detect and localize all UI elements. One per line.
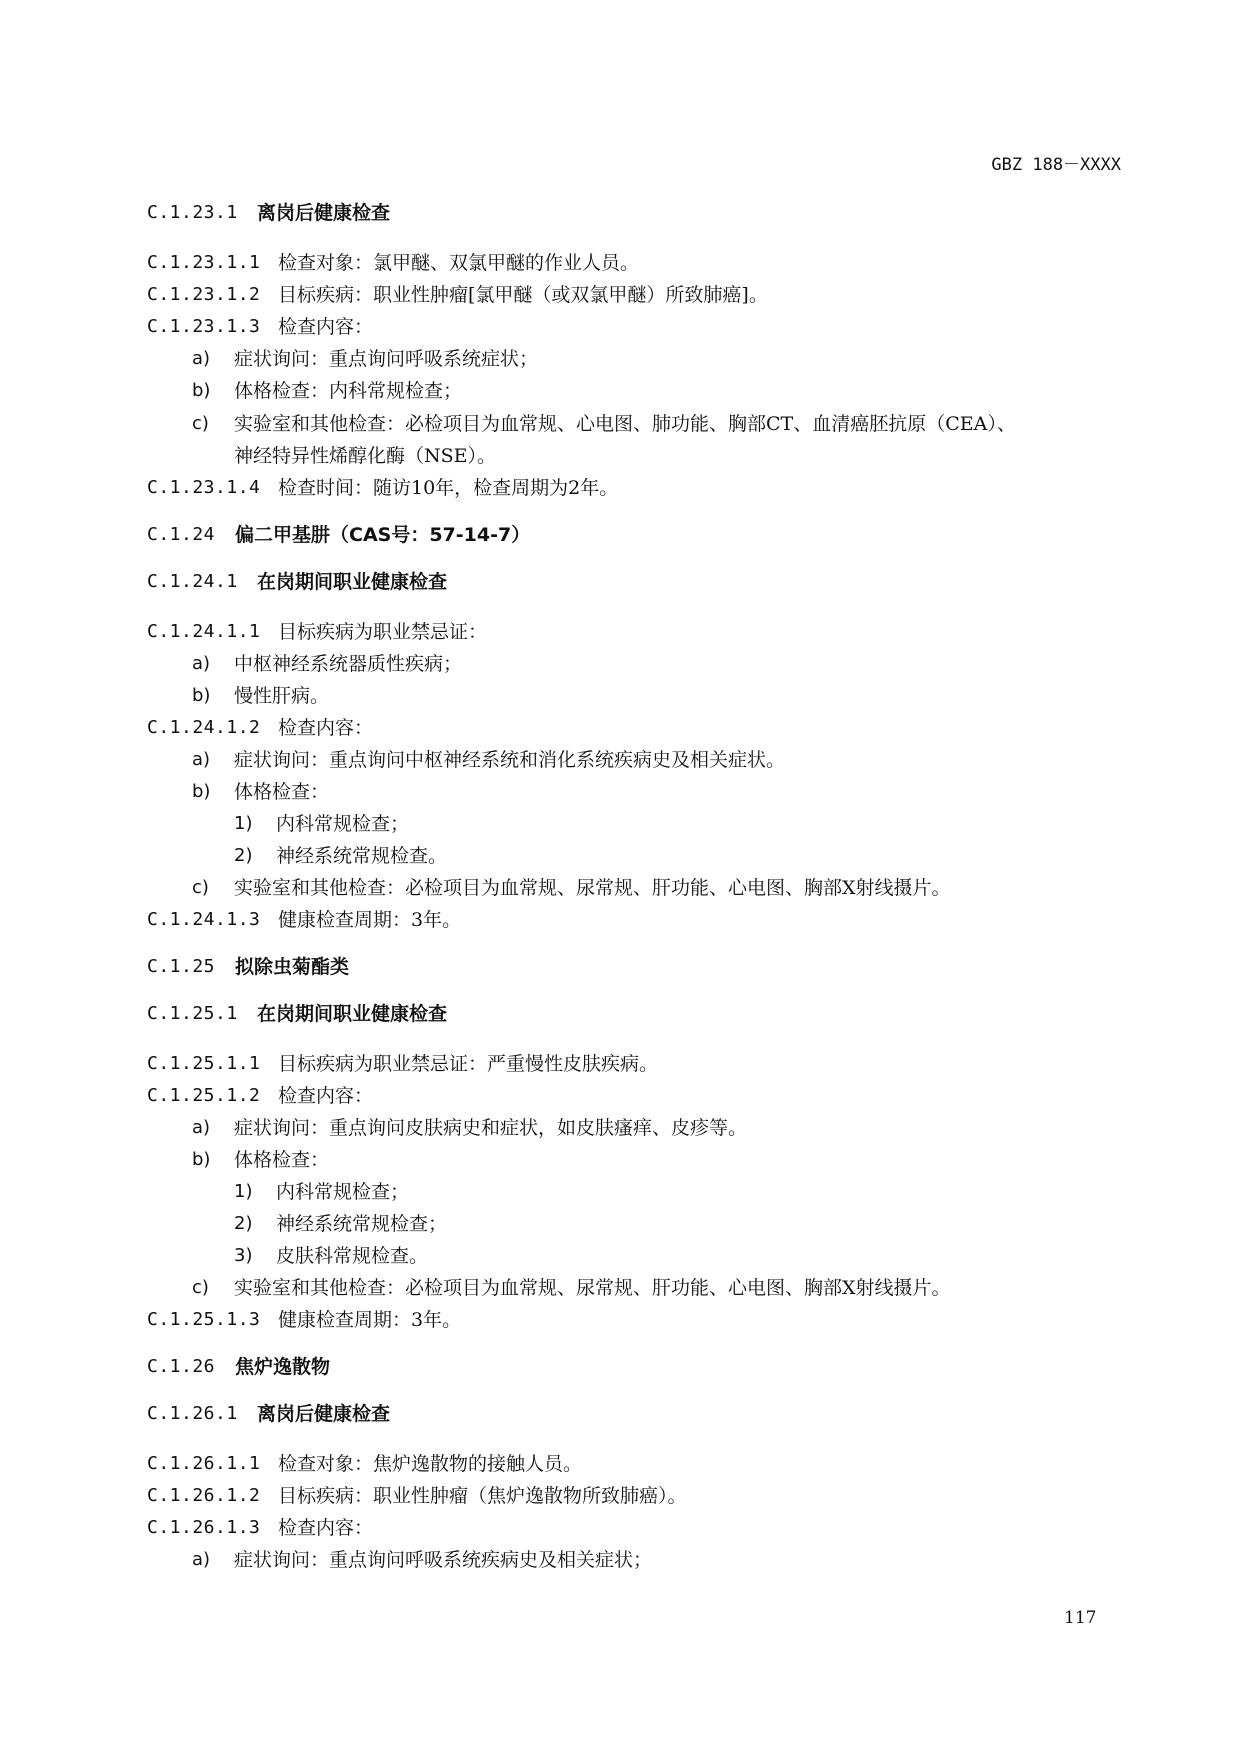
section-number: C.1.24.1 [147, 571, 238, 592]
list-label: a) [192, 1117, 211, 1138]
list-text: 神经特异性烯醇化酶（NSE）。 [234, 445, 497, 467]
clause-text: 健康检查周期：3年。 [278, 909, 462, 931]
list-label: a) [192, 749, 211, 770]
list-label: b) [192, 685, 211, 706]
clause-text: 目标疾病：职业性肿瘤（焦炉逸散物所致肺癌）。 [278, 1485, 687, 1507]
list-text: 体格检查： [234, 781, 330, 803]
list-text: 皮肤科常规检查。 [276, 1245, 429, 1267]
clause-text: 检查时间：随访10年，检查周期为2年。 [278, 477, 619, 499]
clause-text: 检查内容： [278, 717, 374, 739]
list-label: b) [192, 380, 211, 401]
list-text: 症状询问：重点询问中枢神经系统和消化系统疾病史及相关症状。 [234, 749, 786, 771]
list-label: 2) [234, 845, 253, 866]
list-label: c) [192, 413, 209, 434]
list-label: b) [192, 781, 211, 802]
list-text: 内科常规检查； [276, 1181, 410, 1203]
list-label: 3) [234, 1245, 253, 1266]
clause-text: 检查对象：焦炉逸散物的接触人员。 [278, 1453, 583, 1475]
list-text: 神经系统常规检查。 [276, 845, 448, 867]
list-label: a) [192, 1549, 211, 1570]
clause-number: C.1.23.1.2 [147, 284, 261, 305]
list-label: b) [192, 1149, 211, 1170]
list-text: 症状询问：重点询问呼吸系统疾病史及相关症状； [234, 1549, 653, 1571]
clause-number: C.1.25.1.2 [147, 1085, 261, 1106]
list-text: 实验室和其他检查：必检项目为血常规、尿常规、肝功能、心电图、胸部X射线摄片。 [234, 877, 951, 899]
clause-number: C.1.25.1.3 [147, 1309, 261, 1330]
clause-number: C.1.26.1.2 [147, 1485, 261, 1506]
document-code: GBZ 188－XXXX [991, 155, 1121, 175]
list-text: 慢性肝病。 [234, 685, 330, 707]
list-label: 1) [234, 1181, 253, 1202]
section-number: C.1.24 [147, 524, 216, 545]
clause-text: 目标疾病：职业性肿瘤[氯甲醚（或双氯甲醚）所致肺癌]。 [278, 284, 768, 306]
clause-text: 检查内容： [278, 316, 374, 338]
list-text: 神经系统常规检查； [276, 1213, 448, 1235]
section-title: 偏二甲基肼（CAS号：57-14-7） [235, 524, 531, 546]
section-title: 在岗期间职业健康检查 [257, 571, 448, 593]
list-text: 症状询问：重点询问皮肤病史和症状，如皮肤瘙痒、皮疹等。 [234, 1117, 748, 1139]
list-label: c) [192, 877, 209, 898]
section-number: C.1.26.1 [147, 1403, 238, 1424]
clause-number: C.1.24.1.2 [147, 717, 261, 738]
list-label: a) [192, 653, 211, 674]
clause-text: 检查对象：氯甲醚、双氯甲醚的作业人员。 [278, 252, 640, 274]
clause-number: C.1.24.1.1 [147, 621, 261, 642]
section-title: 离岗后健康检查 [257, 202, 391, 224]
section-number: C.1.25.1 [147, 1003, 238, 1024]
section-title: 在岗期间职业健康检查 [257, 1003, 448, 1025]
section-number: C.1.23.1 [147, 202, 238, 223]
clause-number: C.1.26.1.3 [147, 1517, 261, 1538]
list-text: 体格检查： [234, 1149, 330, 1171]
clause-number: C.1.25.1.1 [147, 1053, 261, 1074]
list-text: 中枢神经系统器质性疾病； [234, 653, 463, 675]
section-title: 离岗后健康检查 [257, 1403, 391, 1425]
clause-number: C.1.23.1.3 [147, 316, 261, 337]
clause-text: 检查内容： [278, 1085, 374, 1107]
clause-text: 目标疾病为职业禁忌证：严重慢性皮肤疾病。 [278, 1053, 659, 1075]
list-text: 实验室和其他检查：必检项目为血常规、心电图、肺功能、胸部CT、血清癌胚抗原（CEA）、 [234, 413, 1016, 435]
list-text: 症状询问：重点询问呼吸系统症状； [234, 348, 539, 370]
page-number: 117 [1064, 1608, 1097, 1628]
list-text: 实验室和其他检查：必检项目为血常规、尿常规、肝功能、心电图、胸部X射线摄片。 [234, 1277, 951, 1299]
list-text: 体格检查：内科常规检查； [234, 380, 463, 402]
list-label: a) [192, 348, 211, 369]
clause-number: C.1.26.1.1 [147, 1453, 261, 1474]
clause-number: C.1.23.1.4 [147, 477, 261, 498]
section-title: 拟除虫菊酯类 [235, 956, 350, 978]
clause-number: C.1.23.1.1 [147, 252, 261, 273]
list-label: c) [192, 1277, 209, 1298]
list-text: 内科常规检查； [276, 813, 410, 835]
section-number: C.1.25 [147, 956, 216, 977]
section-title: 焦炉逸散物 [235, 1356, 331, 1378]
clause-text: 健康检查周期：3年。 [278, 1309, 462, 1331]
clause-number: C.1.24.1.3 [147, 909, 261, 930]
clause-text: 目标疾病为职业禁忌证： [278, 621, 488, 643]
section-number: C.1.26 [147, 1356, 216, 1377]
list-label: 1) [234, 813, 253, 834]
list-label: 2) [234, 1213, 253, 1234]
clause-text: 检查内容： [278, 1517, 374, 1539]
